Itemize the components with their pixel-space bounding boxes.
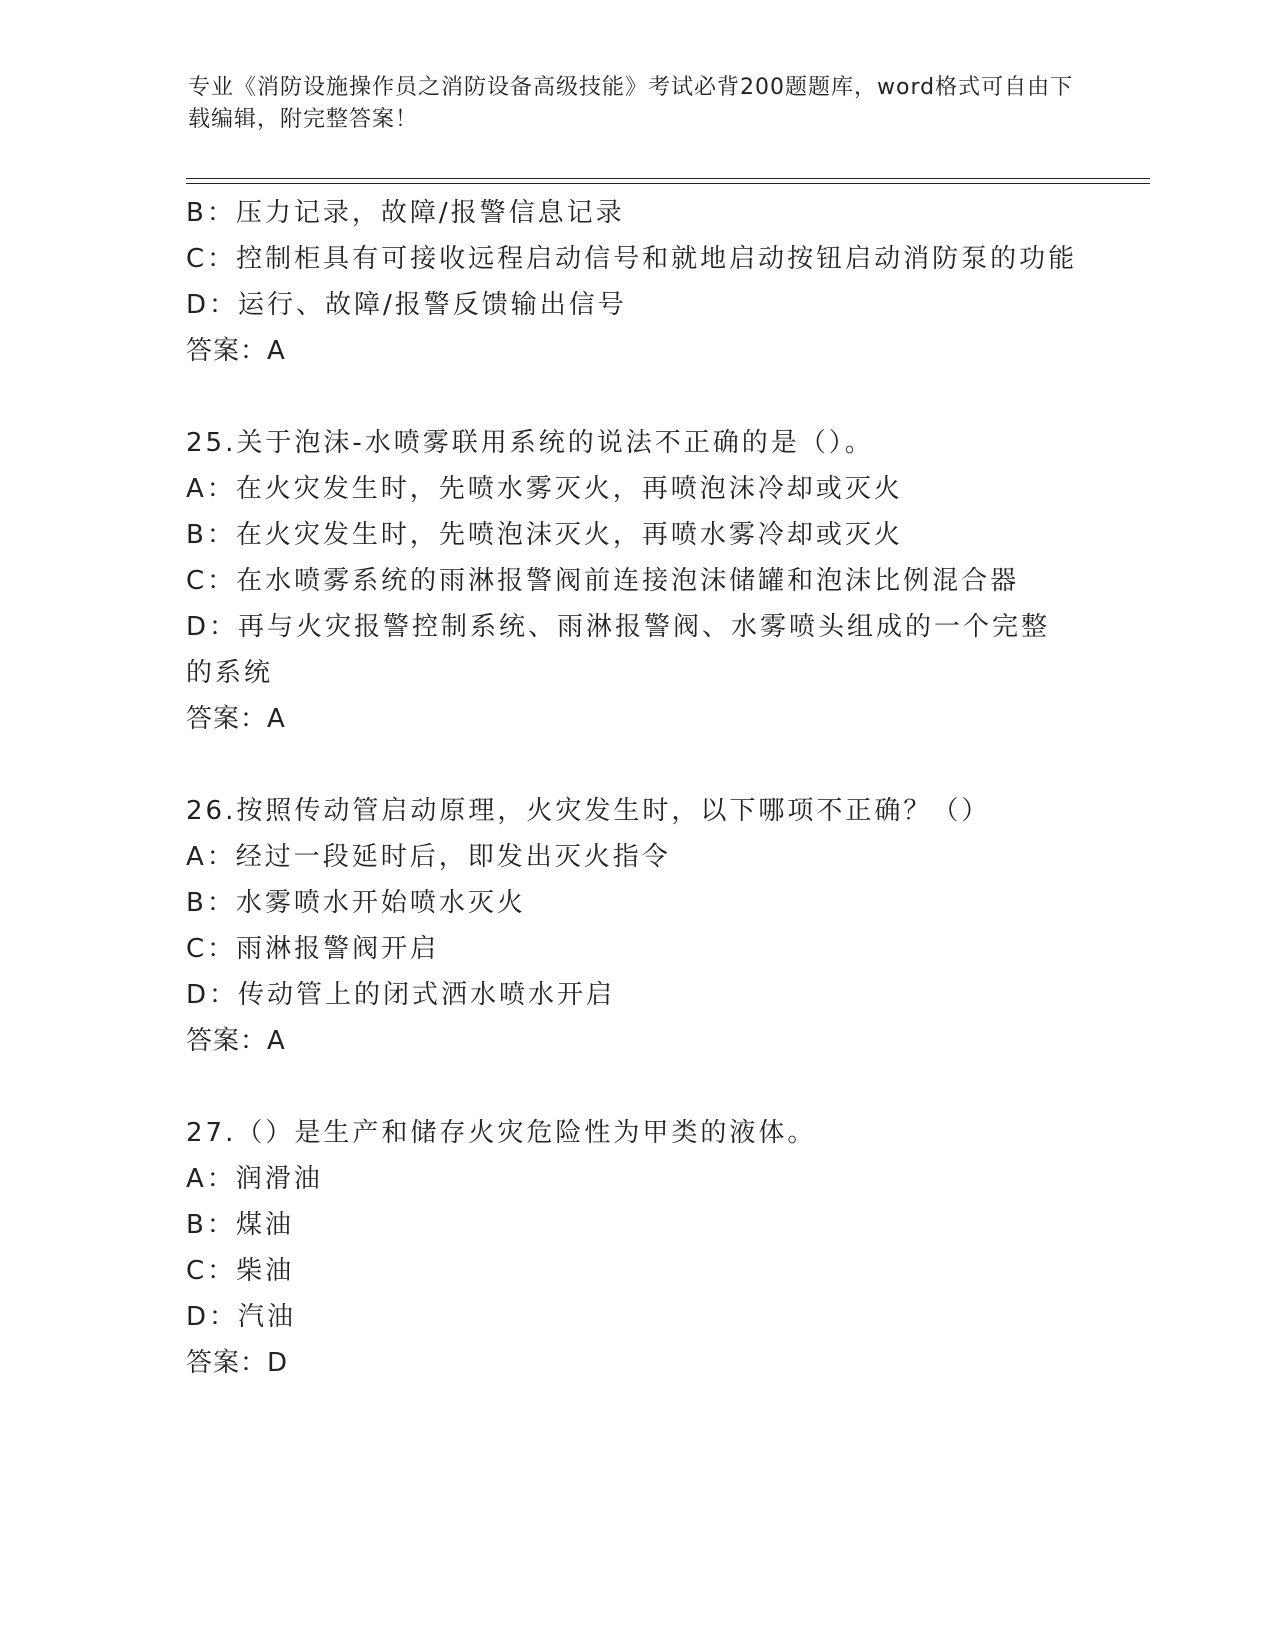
question-block-26 — [186, 788, 1076, 1064]
block-spacer — [186, 1064, 1076, 1110]
option-a: A：经过一段延时后，即发出灭火指令 — [186, 842, 671, 872]
document-header: 专业《消防设施操作员之消防设备高级技能》考试必背200题题库，word格式可自由下载编辑，附完整答案！ — [188, 75, 1074, 132]
header-divider-top — [186, 178, 1150, 179]
question-text: 27.（）是生产和储存火灾危险性为甲类的液体。 — [186, 1118, 817, 1148]
question-block-24 — [186, 190, 1076, 374]
answer-line: 答案：A — [186, 1026, 286, 1056]
option-b: B：在火灾发生时，先喷泡沫灭火，再喷水雾冷却或灭火 — [186, 520, 903, 550]
answer-line: 答案：A — [186, 336, 286, 366]
block-spacer — [186, 374, 1076, 420]
answer-line: 答案：D — [186, 1348, 289, 1378]
answer-line: 答案：A — [186, 704, 286, 734]
option-d: D：汽油 — [186, 1302, 297, 1332]
option-b: B：煤油 — [186, 1210, 294, 1240]
question-text: 26.按照传动管启动原理，火灾发生时，以下哪项不正确？（） — [186, 796, 991, 826]
option-c: C：在水喷雾系统的雨淋报警阀前连接泡沫储罐和泡沫比例混合器 — [186, 566, 1020, 596]
option-b: B：水雾喷水开始喷水灭火 — [186, 888, 526, 918]
option-d: D：再与火灾报警控制系统、雨淋报警阀、水雾喷头组成的一个完整的系统 — [186, 612, 1051, 688]
question-block-27 — [186, 1110, 1076, 1386]
option-d: D：传动管上的闭式洒水喷水开启 — [186, 980, 616, 1010]
option-c: C：控制柜具有可接收远程启动信号和就地启动按钮启动消防泵的功能 — [186, 244, 1078, 274]
question-list — [186, 190, 1076, 1386]
question-block-25 — [186, 420, 1076, 742]
option-c: C：雨淋报警阀开启 — [186, 934, 440, 964]
option-d: D：运行、故障/报警反馈输出信号 — [186, 290, 627, 320]
option-a: A：润滑油 — [186, 1164, 323, 1194]
option-b: B：压力记录，故障/报警信息记录 — [186, 198, 625, 228]
option-a: A：在火灾发生时，先喷水雾灭火，再喷泡沫冷却或灭火 — [186, 474, 903, 504]
header-divider-bottom — [186, 183, 1150, 184]
option-c: C：柴油 — [186, 1256, 295, 1286]
block-spacer — [186, 742, 1076, 788]
question-text: 25.关于泡沫-水喷雾联用系统的说法不正确的是（）。 — [186, 428, 874, 458]
